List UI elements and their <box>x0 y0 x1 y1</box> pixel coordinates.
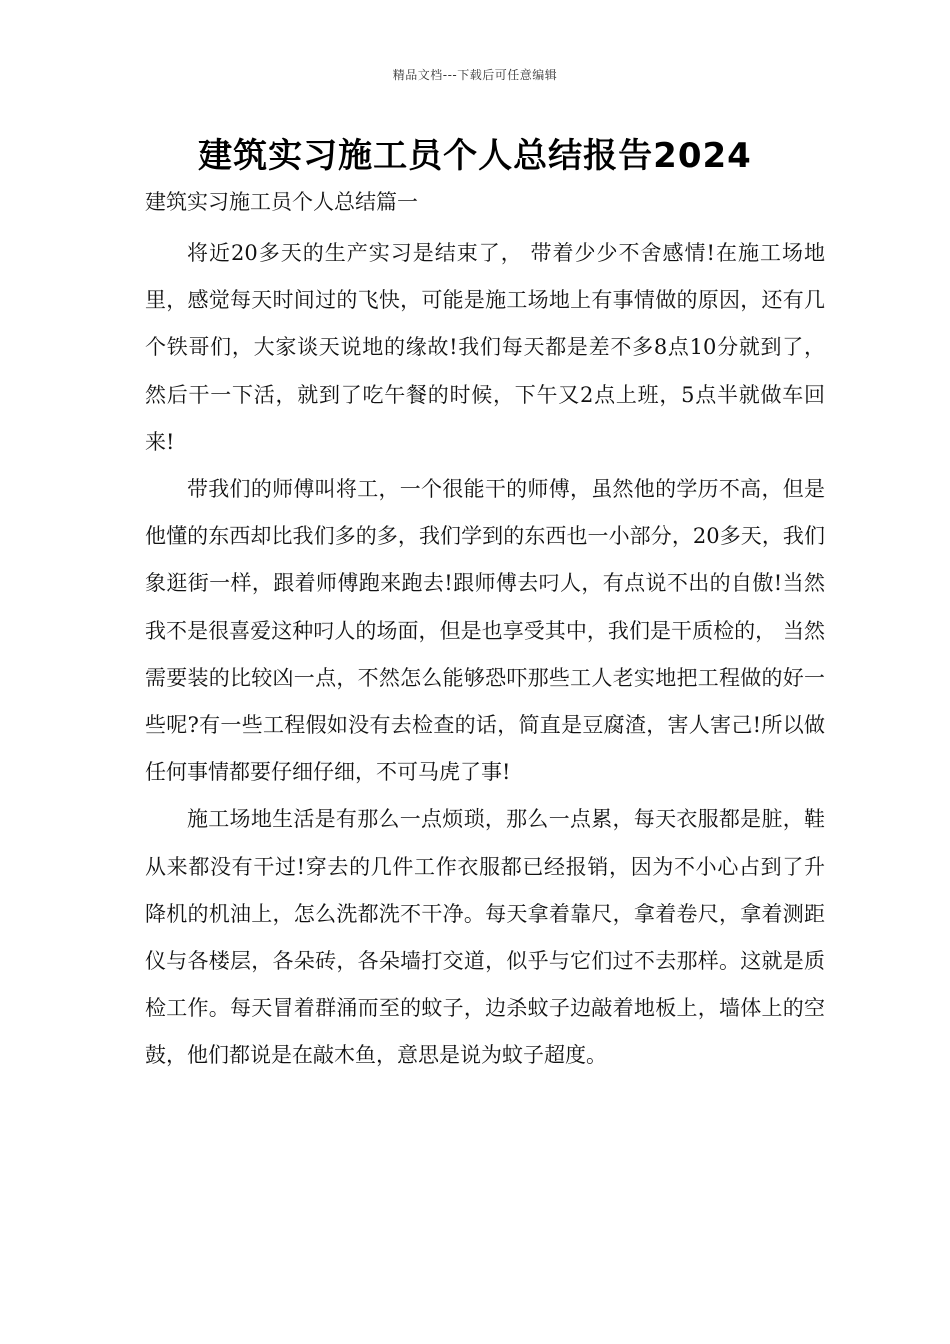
document-body <box>145 230 825 1080</box>
paragraph-1: 将近20多天的生产实习是结束了， 带着少少不舍感情!在施工场地里，感觉每天时间过的飞快，可能是施工场地上有事情做的原因，还有几个铁哥们，大家谈天说地的缘故!我们每天都是差不多8点10分就到了， 然后干一下活，就到了吃午餐的时候，下午又2点上班，5点半就做车回来! <box>145 241 825 454</box>
section-heading: 建筑实习施工员个人总结篇一 <box>145 190 418 214</box>
paragraph-2: 带我们的师傅叫将工，一个很能干的师傅，虽然他的学历不高，但是他懂的东西却比我们多的多，我们学到的东西也一小部分，20多天，我们象逛街一样，跟着师傅跑来跑去!跟师傅去叼人，有点说不出的自傲!当然我不是很喜爱这种叼人的场面，但是也享受其中，我们是干质检的， 当然需要装的比较凶一点，不然怎么能够恐吓那些工人老实地把工程做的好一些呢?有一些工程假如没有去检查的话，简直是豆腐渣，害人害己!所以做任何事情都要仔细仔细，不可马虎了事! <box>145 477 825 785</box>
document-title: 建筑实习施工员个人总结报告2024 <box>198 136 752 176</box>
page-header: 精品文档---下载后可任意编辑 <box>392 68 558 82</box>
paragraph-3: 施工场地生活是有那么一点烦琐，那么一点累，每天衣服都是脏，鞋从来都没有干过!穿去的几件工作衣服都已经报销，因为不小心占到了升降机的机油上，怎么洗都洗不干净。每天拿着靠尺，拿着卷尺，拿着测距仪与各楼层，各朵砖，各朵墙打交道，似乎与它们过不去那样。这就是质检工作。每天冒着群涌而至的蚊子，边杀蚊子边敲着地板上，墙体上的空鼓，他们都说是在敲木鱼，意思是说为蚊子超度。 <box>145 807 825 1068</box>
